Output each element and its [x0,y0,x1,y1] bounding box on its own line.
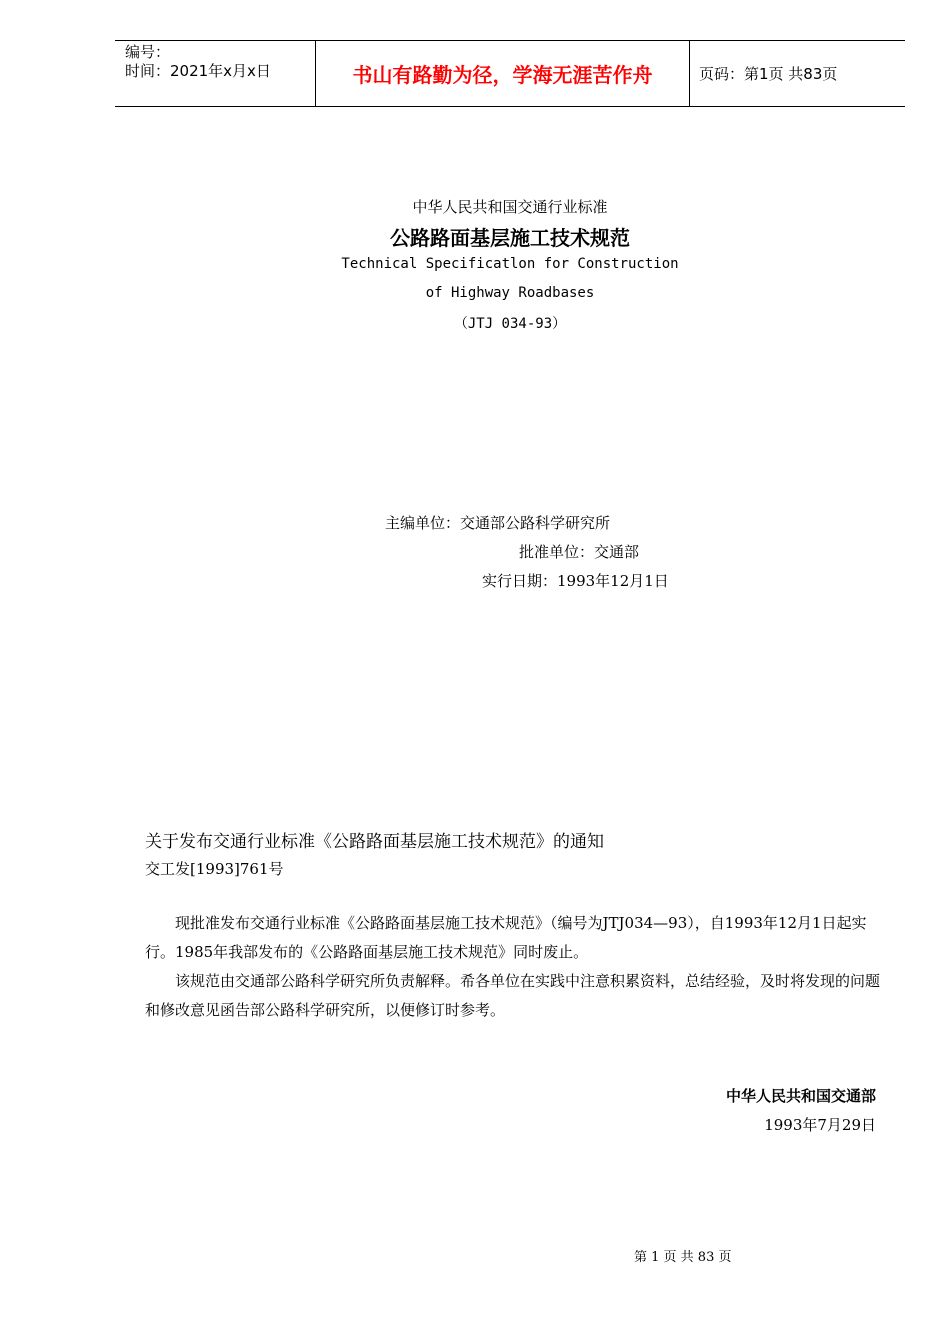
chief-editor-unit: 主编单位：交通部公路科学研究所 [385,514,611,532]
signing-authority: 中华人民共和国交通部 [725,1087,876,1105]
notice-paragraph-2: 该规范由交通部公路科学研究所负责解释。希各单位在实践中注意积累资料，总结经验，及时将发现的问题和修改意见函告部公路科学研究所，以便修订时参考。 [145,972,881,1019]
approval-unit: 批准单位：交通部 [519,543,640,561]
header-table [115,40,905,107]
number-label: 编号： [125,43,171,61]
header-left-cell [115,41,316,106]
implementation-date: 实行日期：1993年12月1日 [482,572,669,590]
signing-date: 1993年7月29日 [764,1116,876,1134]
document-title-en-line-1: Technical Specificatlon for Construction [341,256,679,272]
notice-paragraph-1: 现批准发布交通行业标准《公路路面基层施工技术规范》（编号为JTJ034—93），自1993年12月1日起实行。1985年我部发布的《公路路面基层施工技术规范》同时废止。 [145,914,867,961]
document-title-en-line-2: of Highway Roadbases [425,285,595,301]
notice-title: 关于发布交通行业标准《公路路面基层施工技术规范》的通知 [145,832,604,852]
standard-code: （JTJ 034-93） [453,316,567,332]
time-label: 时间：2021年x月x日 [125,62,271,80]
header-page-info: 页码：第1页 共83页 [699,65,838,83]
notice-doc-number: 交工发[1993]761号 [145,860,284,878]
standard-line: 中华人民共和国交通行业标准 [412,198,608,216]
document-title-cn: 公路路面基层施工技术规范 [390,226,630,250]
motto: 书山有路勤为径，学海无涯苦作舟 [316,41,690,106]
page-footer: 第 1 页 共 83 页 [634,1250,732,1265]
